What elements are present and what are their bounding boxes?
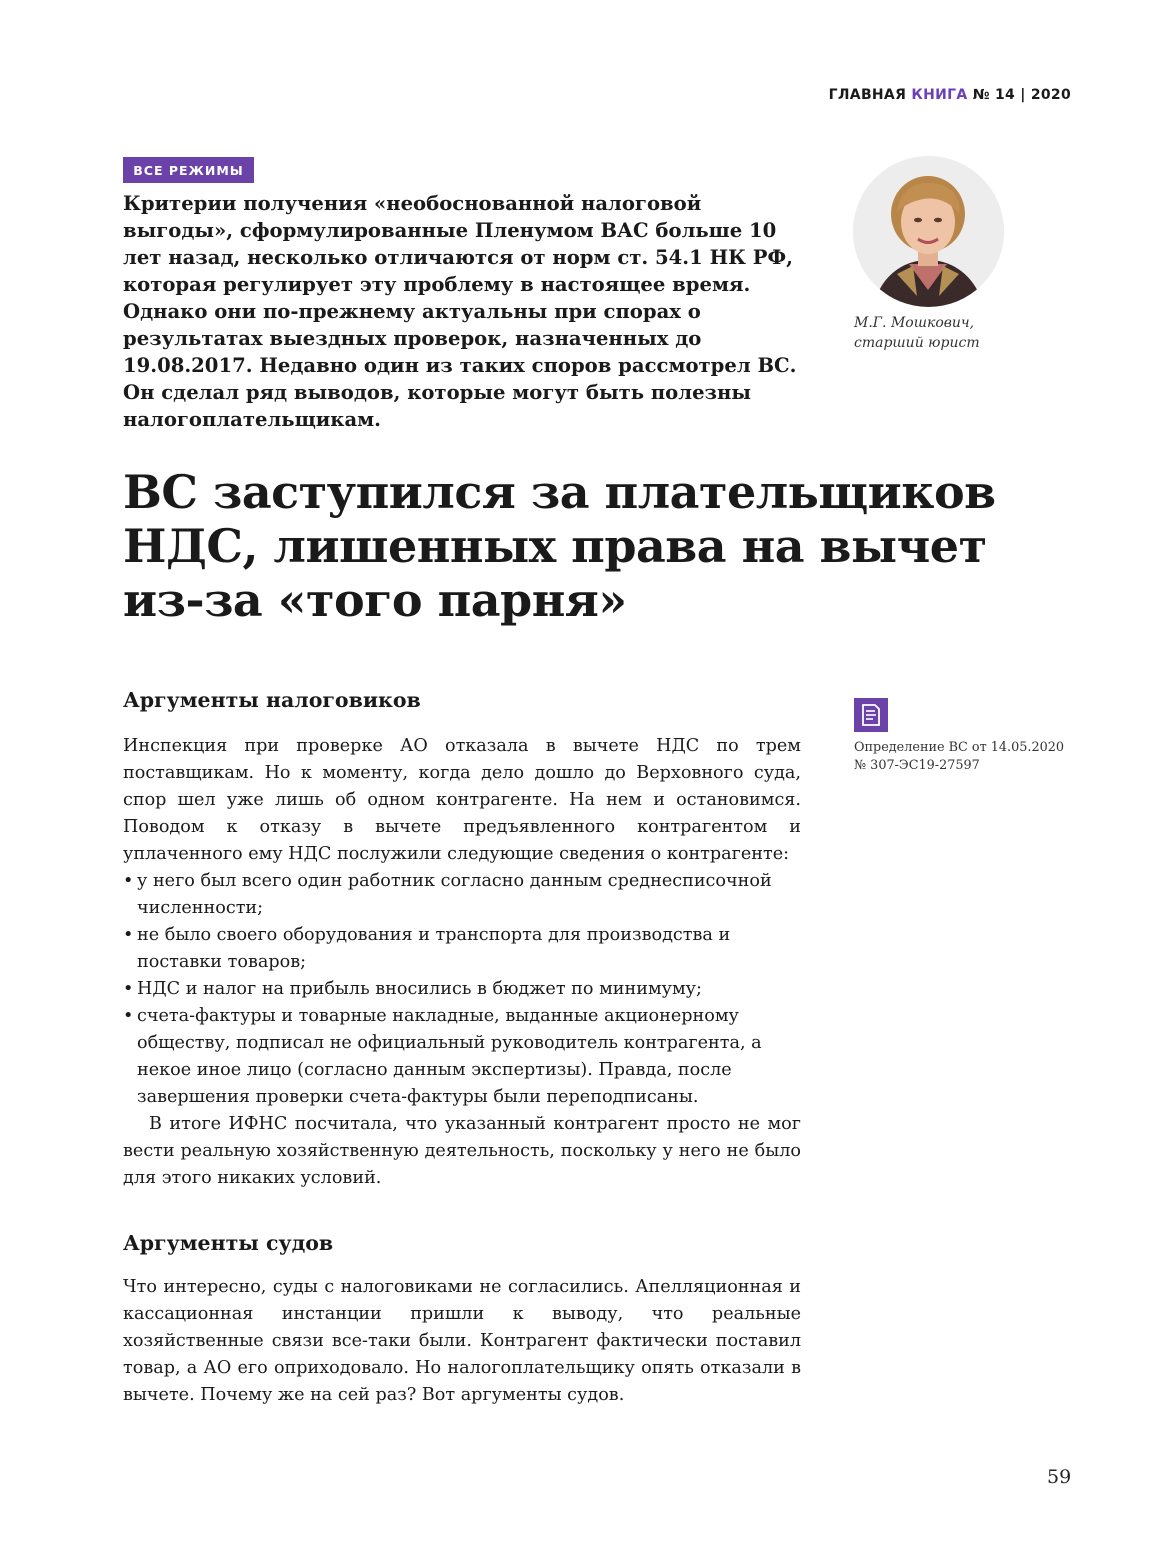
author-name: М.Г. Мошкович,	[854, 315, 975, 331]
evidence-item: • счета-фактуры и товарные накладные, выданные акционерному обществу, подписал не официальный руководитель контрагента, а некое иное лицо (согласно данным экспертизы). Правда, после завершения проверки счета-фактуры были переподписаны.	[123, 1003, 801, 1111]
document-glyph	[861, 704, 881, 726]
issue-number: № 14 | 2020	[972, 87, 1071, 103]
title-line-2: НДС, лишенных права на вычет	[123, 519, 987, 573]
ruling-number: № 307-ЭС19-27597	[854, 758, 980, 773]
brand-name-part1: ГЛАВНАЯ	[828, 87, 907, 103]
section-body-tax-authority	[123, 733, 801, 1192]
category-tag: ВСЕ РЕЖИМЫ	[123, 157, 254, 183]
section-heading-courts: Аргументы судов	[123, 1231, 334, 1255]
section-heading-tax-authority: Аргументы налоговиков	[123, 688, 421, 712]
evidence-item: • не было своего оборудования и транспорта для производства и поставки товаров;	[123, 922, 801, 976]
section2-text: Что интересно, суды с налоговиками не согласились. Апелляционная и кассационная инстанции пришли к выводу, что реальные хозяйственные связи все-таки были. Контрагент фактически поставил товар, а АО его оприходовало. Но налогоплательщику опять отказали в вычете. Почему же на сей раз? Вот аргументы судов.	[123, 1277, 801, 1405]
evidence-item: • НДС и налог на прибыль вносились в бюджет по минимуму;	[123, 976, 801, 1003]
brand-name-part2: КНИГА	[911, 87, 968, 103]
section-body-courts	[123, 1274, 801, 1409]
document-icon	[854, 698, 888, 732]
title-line-3: из-за «того парня»	[123, 573, 627, 627]
evidence-list	[123, 868, 801, 1111]
article-title	[123, 465, 1023, 627]
evidence-item: • у него был всего один работник согласно данным среднесписочной численности;	[123, 868, 801, 922]
author-caption	[854, 313, 980, 353]
lead-paragraph: Критерии получения «необоснованной налоговой выгоды», сформулированные Пленумом ВАС больше 10 лет назад, несколько отличаются от норм ст. 54.1 НК РФ, которая регулирует эту проблему в настоящее время. Однако они по-прежнему актуальны при спорах о результатах выездных проверок, назначенных до 19.08.2017. Недавно один из таких споров рассмотрел ВС. Он сделал ряд выводов, которые могут быть полезны налогоплательщикам.	[123, 192, 797, 431]
magazine-header	[829, 87, 1071, 103]
author-photo	[853, 156, 1004, 307]
ruling-date: Определение ВС от 14.05.2020	[854, 740, 1065, 755]
portrait-illustration	[853, 156, 1004, 307]
author-position: старший юрист	[854, 335, 980, 351]
section1-intro: Инспекция при проверке АО отказала в вычете НДС по трем поставщикам. Но к моменту, когда дело дошло до Верховного суда, спор шел уже лишь об одном контрагенте. На нем и остановимся. Поводом к отказу в вычете предъявленного контрагентом и уплаченного ему НДС послужили следующие сведения о контрагенте:	[123, 736, 801, 864]
section1-conclusion: В итоге ИФНС посчитала, что указанный контрагент просто не мог вести реальную хозяйственную деятельность, поскольку у него не было для этого никаких условий.	[123, 1114, 801, 1188]
page-number: 59	[1047, 1466, 1072, 1488]
court-ruling-reference	[854, 739, 1064, 775]
title-line-1: ВС заступился за плательщиков	[123, 465, 996, 519]
